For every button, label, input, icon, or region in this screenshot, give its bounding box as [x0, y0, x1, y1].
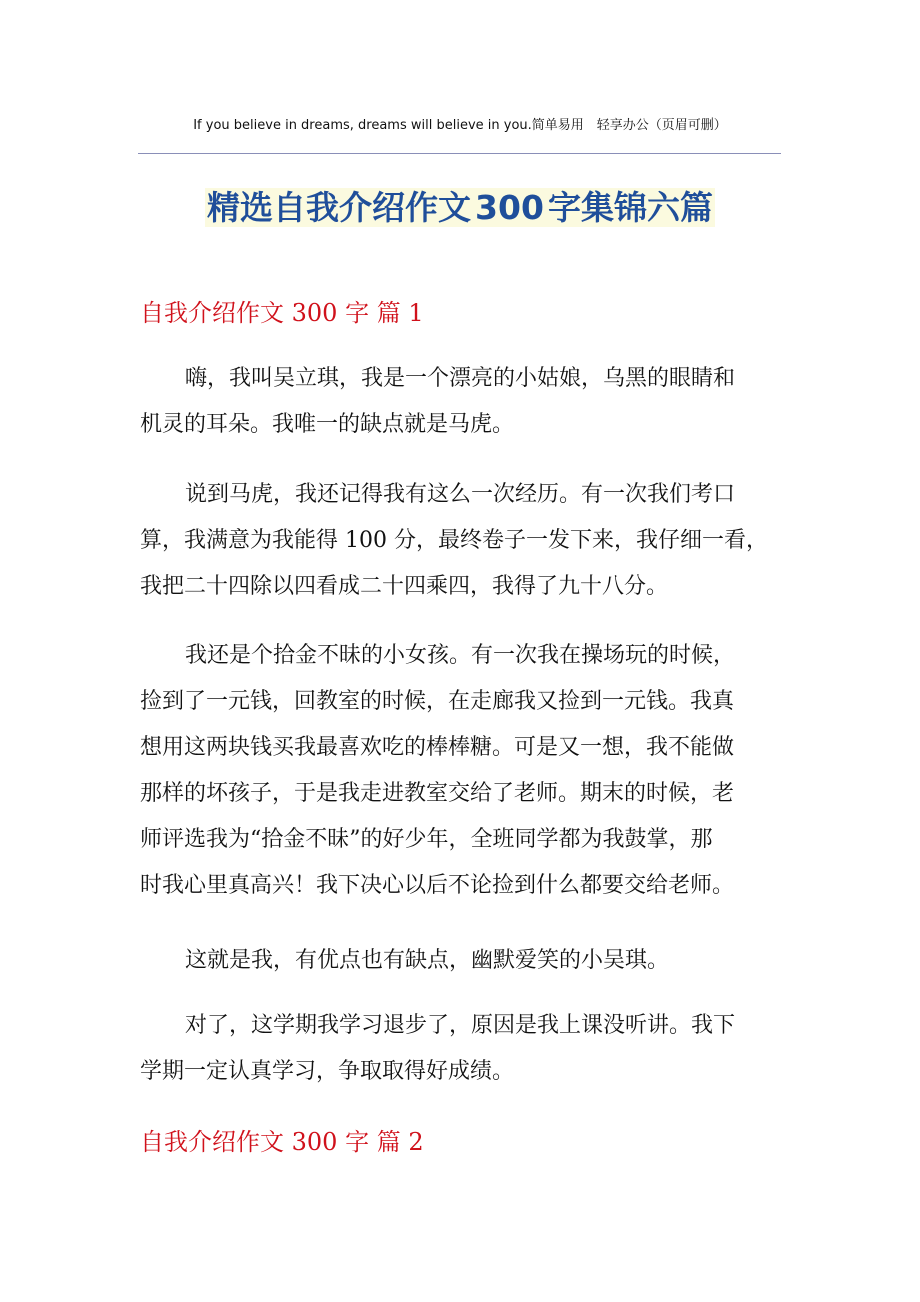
paragraph-line: 嗨，我叫吴立琪，我是一个漂亮的小姑娘，乌黑的眼睛和 — [185, 366, 736, 391]
paragraph-line: 说到马虎，我还记得我有这么一次经历。有一次我们考口 — [185, 482, 736, 507]
paragraph-line: 时我心里真高兴！我下决心以后不论捡到什么都要交给老师。 — [140, 873, 735, 898]
paragraph-line: 对了，这学期我学习退步了，原因是我上课没听讲。我下 — [185, 1013, 736, 1038]
paragraph-line: 这就是我，有优点也有缺点，幽默爱笑的小吴琪。 — [185, 948, 670, 973]
header-divider — [138, 153, 781, 154]
paragraph-5 — [140, 1003, 780, 1095]
section-heading-2: 自我介绍作文 300 字 篇 2 — [140, 1128, 424, 1156]
paragraph-4 — [140, 938, 780, 984]
document-title — [0, 186, 920, 230]
paragraph-line: 我把二十四除以四看成二十四乘四，我得了九十八分。 — [140, 574, 669, 599]
paragraph-line: 师评选我为“拾金不昧”的好少年，全班同学都为我鼓掌，那 — [140, 827, 713, 852]
paragraph-3 — [140, 633, 780, 909]
paragraph-line: 捡到了一元钱，回教室的时候，在走廊我又捡到一元钱。我真 — [140, 689, 735, 714]
paragraph-line: 想用这两块钱买我最喜欢吃的棒棒糖。可是又一想，我不能做 — [140, 735, 735, 760]
paragraph-line: 学期一定认真学习，争取取得好成绩。 — [140, 1059, 515, 1084]
paragraph-line: 算，我满意为我能得 100 分，最终卷子一发下来，我仔细一看， — [140, 528, 768, 553]
title-part-3: 字集锦六篇 — [547, 188, 713, 227]
paragraph-1 — [140, 356, 780, 448]
title-part-1: 精选自我介绍作文 — [207, 188, 472, 227]
title-part-2: 300 — [475, 188, 544, 227]
section-heading-1: 自我介绍作文 300 字 篇 1 — [140, 299, 424, 327]
paragraph-line: 机灵的耳朵。我唯一的缺点就是马虎。 — [140, 412, 515, 437]
paragraph-2 — [140, 472, 780, 610]
paragraph-line: 那样的坏孩子，于是我走进教室交给了老师。期末的时候，老 — [140, 781, 735, 806]
paragraph-line: 我还是个拾金不昧的小女孩。有一次我在操场玩的时候， — [185, 643, 736, 668]
page-header: If you believe in dreams, dreams will believe in you.简单易用 轻享办公（页眉可删） — [193, 118, 727, 133]
